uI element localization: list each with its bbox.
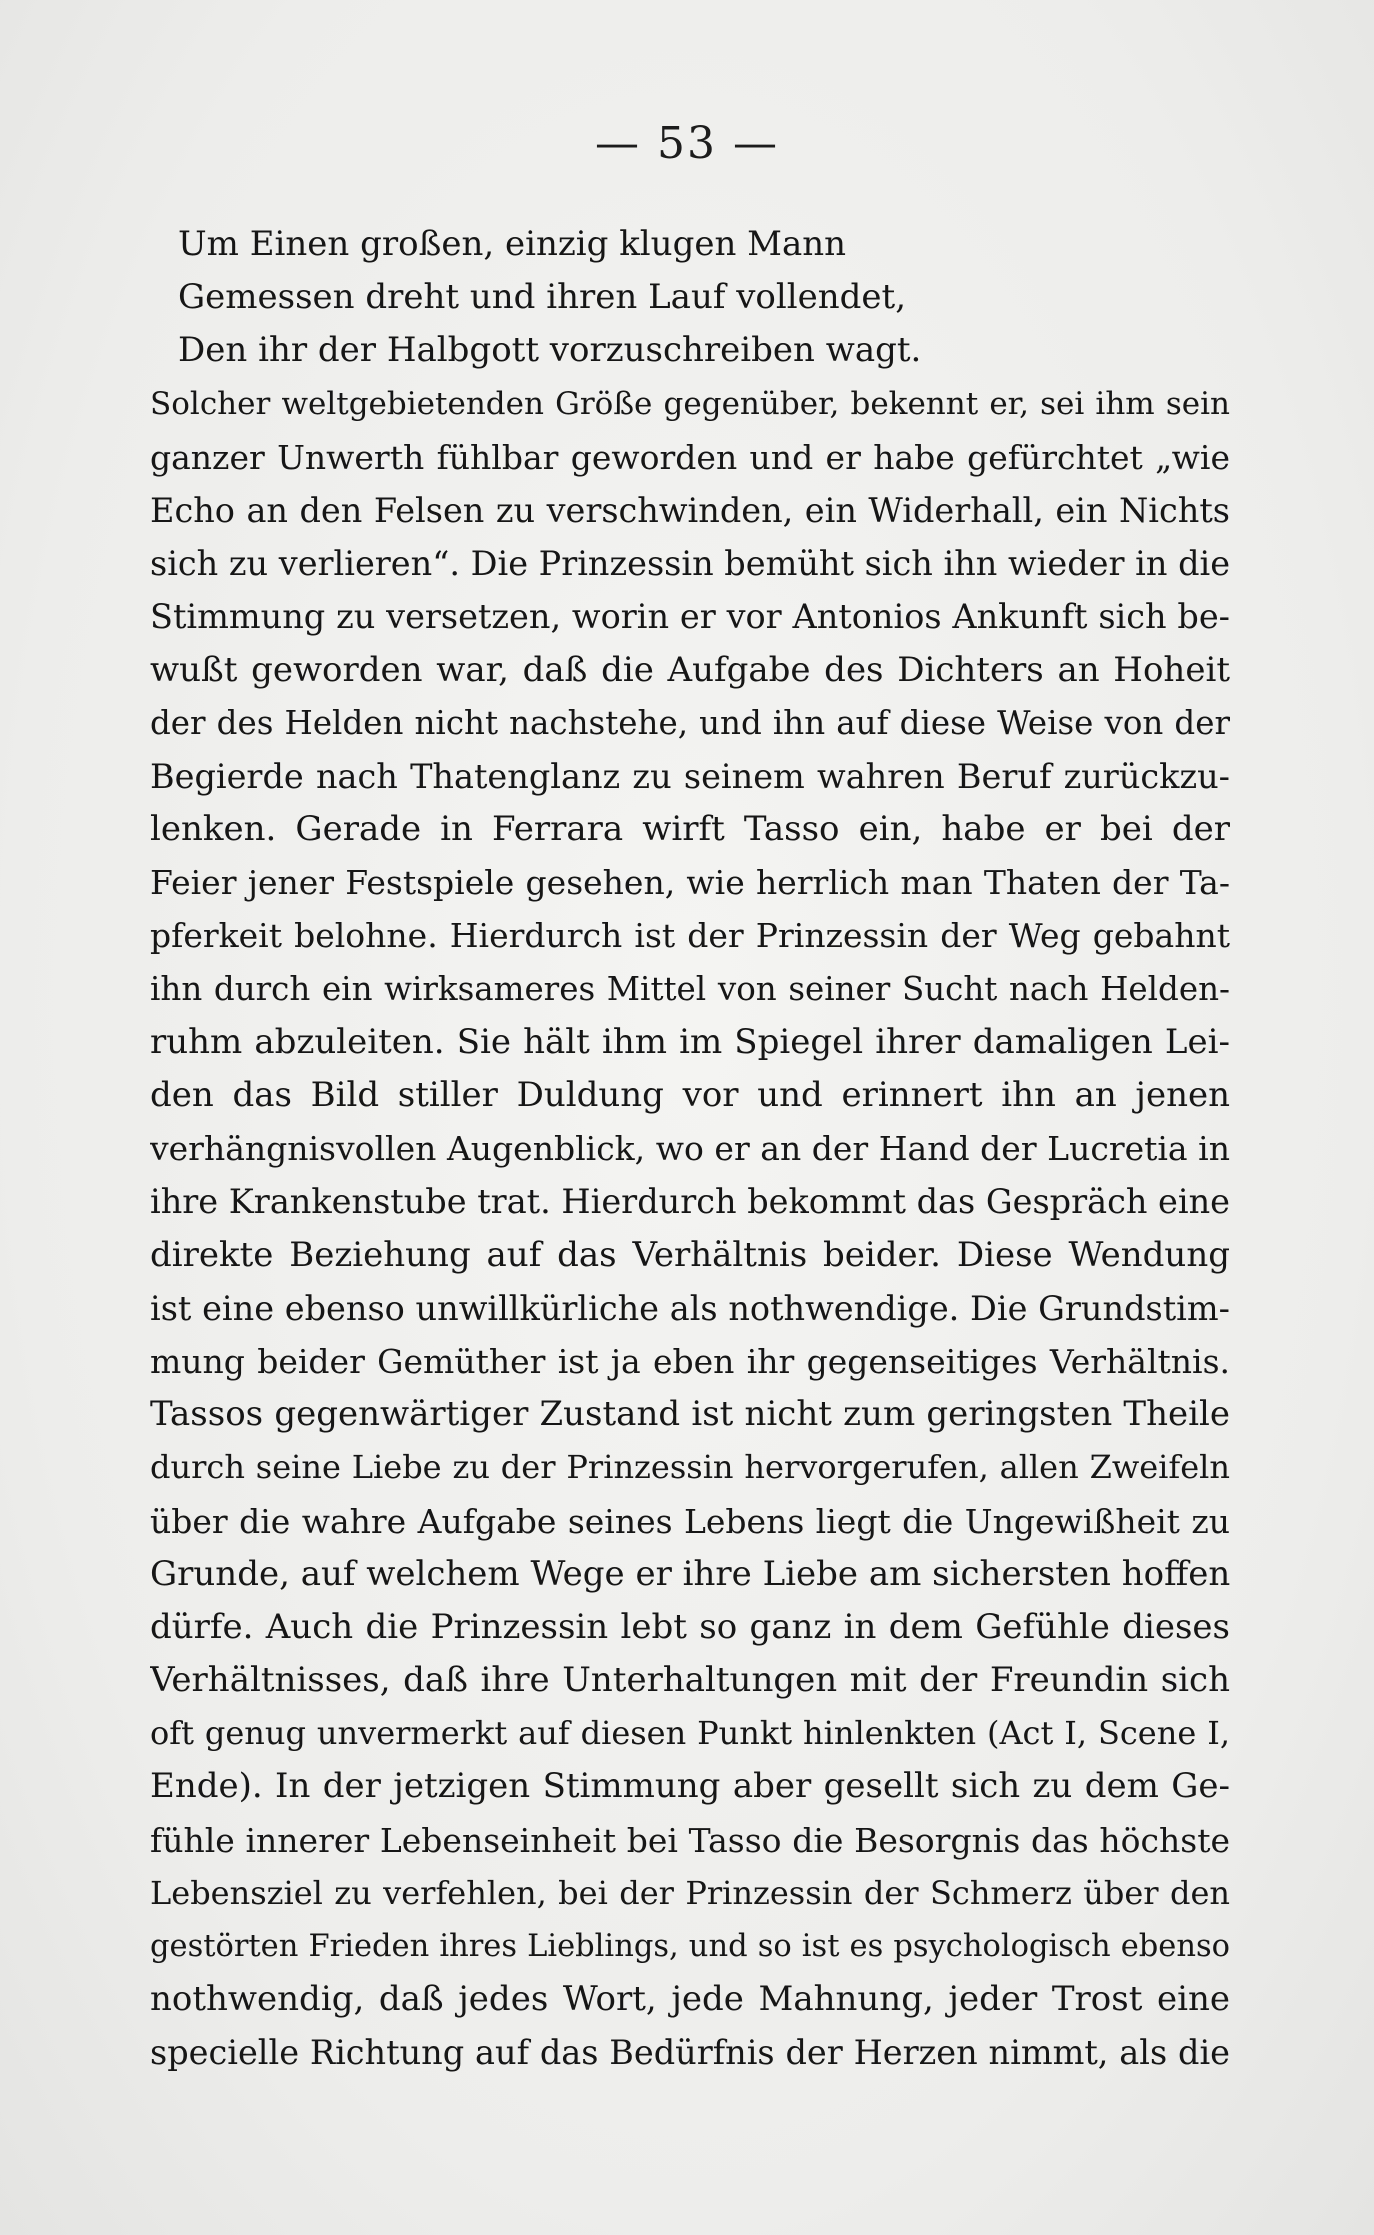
text-line: specielle Richtung auf das Bedürfnis der Herzen nimmt, als die	[150, 2033, 1230, 2073]
text-line: Feier jener Festspiele gesehen, wie herrlich man Thaten der Ta-	[150, 863, 1230, 903]
text-line: pferkeit belohne. Hierdurch ist der Prinzessin der Weg gebahnt	[150, 916, 1230, 956]
page-number: — 53 —	[595, 118, 779, 169]
text-line: Den ihr der Halbgott vorzuschreiben wagt.	[178, 330, 922, 371]
text-line: ruhm abzuleiten. Sie hält ihm im Spiegel ihrer damaligen Lei-	[150, 1021, 1230, 1062]
text-line: ganzer Unwerth fühlbar geworden und er habe gefürchtet „wie	[150, 437, 1230, 477]
text-line: direkte Beziehung auf das Verhältnis beider. Diese Wendung	[150, 1234, 1230, 1275]
text-line: lenken. Gerade in Ferrara wirft Tasso ein, habe er bei der	[150, 809, 1230, 850]
text-line: der des Helden nicht nachstehe, und ihn auf diese Weise von der	[150, 703, 1230, 742]
text-line: ihn durch ein wirksameres Mittel von seiner Sucht nach Helden-	[150, 969, 1230, 1008]
text-line: durch seine Liebe zu der Prinzessin hervorgerufen, allen Zweifeln	[150, 1448, 1230, 1487]
text-line: Begierde nach Thatenglanz zu seinem wahren Beruf zurückzu-	[150, 756, 1230, 796]
text-line: gestörten Frieden ihres Lieblings, und so ist es psychologisch ebenso	[150, 1929, 1230, 1964]
text-line: über die wahre Aufgabe seines Lebens liegt die Ungewißheit zu	[150, 1501, 1230, 1541]
text-line: den das Bild stiller Duldung vor und erinnert ihn an jenen	[150, 1075, 1230, 1115]
text-line: Lebensziel zu verfehlen, bei der Prinzessin der Schmerz über den	[150, 1873, 1230, 1912]
text-line: dürfe. Auch die Prinzessin lebt so ganz in dem Gefühle dieses	[150, 1606, 1230, 1647]
text-line: ihre Krankenstube trat. Hierdurch bekommt das Gespräch eine	[150, 1182, 1230, 1222]
text-line: Ende). In der jetzigen Stimmung aber gesellt sich zu dem Ge-	[150, 1766, 1230, 1807]
text-line: sich zu verlieren“. Die Prinzessin bemüht sich ihn wieder in die	[150, 544, 1230, 584]
text-line: nothwendig, daß jedes Wort, jede Mahnung, jeder Trost eine	[150, 1979, 1230, 2020]
text-line: mung beider Gemüther ist ja eben ihr gegenseitiges Verhältnis.	[150, 1341, 1230, 1381]
text-line: Gemessen dreht und ihren Lauf vollendet,	[178, 277, 907, 318]
body-text	[150, 218, 1230, 2080]
text-line: Verhältnisses, daß ihre Unterhaltungen mit der Freundin sich	[150, 1660, 1230, 1701]
text-line: Solcher weltgebietenden Größe gegenüber, bekennt er, sei ihm sein	[150, 385, 1230, 422]
text-line: Grunde, auf welchem Wege er ihre Liebe am sichersten hoffen	[150, 1553, 1230, 1594]
text-line: verhängnisvollen Augenblick, wo er an der Hand der Lucretia in	[150, 1129, 1230, 1169]
text-line: Tassos gegenwärtiger Zustand ist nicht zum geringsten Theile	[150, 1394, 1230, 1435]
text-line: Echo an den Felsen zu verschwinden, ein Widerhall, ein Nichts	[150, 490, 1230, 530]
text-line: Stimmung zu versetzen, worin er vor Antonios Ankunft sich be-	[150, 597, 1230, 637]
text-line: Um Einen großen, einzig klugen Mann	[178, 224, 847, 264]
text-line: fühle innerer Lebenseinheit bei Tasso die Besorgnis das höchste	[150, 1820, 1230, 1860]
text-line: wußt geworden war, daß die Aufgabe des Dichters an Hoheit	[150, 649, 1230, 690]
text-line: oft genug unvermerkt auf diesen Punkt hinlenkten (Act I, Scene I,	[150, 1714, 1230, 1753]
text-line: ist eine ebenso unwillkürliche als nothwendige. Die Grundstim-	[150, 1288, 1230, 1328]
